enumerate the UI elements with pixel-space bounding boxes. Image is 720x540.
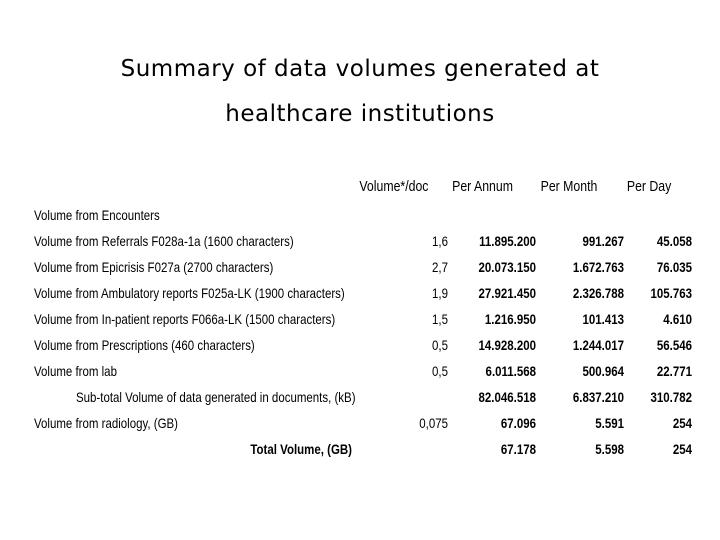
row-per-annum: 6.011.568 — [485, 363, 536, 379]
row-volume-per-doc: 1,9 — [432, 285, 448, 301]
total-per-month: 5.598 — [595, 441, 624, 457]
column-header-per-annum: Per Annum — [452, 178, 513, 195]
subtotal-per-annum: 82.046.518 — [478, 389, 536, 405]
row-per-annum: 1.216.950 — [484, 311, 536, 327]
row-label: Volume from Referrals F028a-1a (1600 characters) — [34, 233, 294, 249]
row-per-annum: 27.921.450 — [478, 285, 536, 301]
row-per-month: 500.964 — [582, 363, 624, 379]
page-title-line-1: Summary of data volumes generated at — [120, 56, 600, 82]
row-label: Volume from In-patient reports F066a-LK (1500 characters) — [34, 311, 336, 327]
total-label: Total Volume, (GB) — [250, 441, 352, 457]
section-label-encounters: Volume from Encounters — [34, 207, 160, 223]
column-header-per-day: Per Day — [626, 178, 672, 195]
row-label: Volume from Epicrisis F027a (2700 characters) — [34, 259, 274, 275]
subtotal-per-day: 310.782 — [650, 389, 692, 405]
row-per-month: 1.672.763 — [572, 259, 624, 275]
total-per-annum: 67.178 — [500, 441, 536, 457]
row-volume-per-doc: 0,5 — [432, 337, 448, 353]
row-per-annum: 20.073.150 — [478, 259, 536, 275]
row-per-month: 991.267 — [582, 233, 624, 249]
row-volume-per-doc: 1,6 — [432, 233, 448, 249]
row-volume-per-doc: 0,5 — [432, 363, 448, 379]
row-label: Volume from Prescriptions (460 characters) — [34, 337, 255, 353]
row-per-annum: 11.895.200 — [479, 233, 536, 249]
row-label: Volume from lab — [34, 363, 117, 379]
page-title-line-2: healthcare institutions — [225, 101, 495, 127]
subtotal-label: Sub-total Volume of data generated in documents, (kB) — [76, 389, 356, 405]
row-per-day: 4.610 — [663, 311, 692, 327]
row-per-day: 105.763 — [650, 285, 692, 301]
row-per-annum: 14.928.200 — [478, 337, 536, 353]
radiology-volume-per-doc: 0,075 — [419, 415, 448, 431]
radiology-label: Volume from radiology, (GB) — [34, 415, 178, 431]
radiology-per-annum: 67.096 — [500, 415, 536, 431]
row-per-day: 76.035 — [656, 259, 692, 275]
radiology-per-month: 5.591 — [595, 415, 624, 431]
row-per-month: 2.326.788 — [572, 285, 624, 301]
radiology-per-day: 254 — [672, 415, 692, 431]
row-per-day: 45.058 — [656, 233, 692, 249]
row-per-day: 56.546 — [656, 337, 692, 353]
row-volume-per-doc: 2,7 — [432, 259, 448, 275]
row-per-month: 1.244.017 — [572, 337, 624, 353]
row-label: Volume from Ambulatory reports F025a-LK (1900 characters) — [34, 285, 345, 301]
column-header-per-month: Per Month — [540, 178, 598, 195]
row-volume-per-doc: 1,5 — [432, 311, 448, 327]
row-per-month: 101.413 — [582, 311, 624, 327]
row-per-day: 22.771 — [656, 363, 692, 379]
column-header-volume-per-doc: Volume*/doc — [359, 178, 429, 195]
subtotal-per-month: 6.837.210 — [572, 389, 624, 405]
total-per-day: 254 — [672, 441, 692, 457]
